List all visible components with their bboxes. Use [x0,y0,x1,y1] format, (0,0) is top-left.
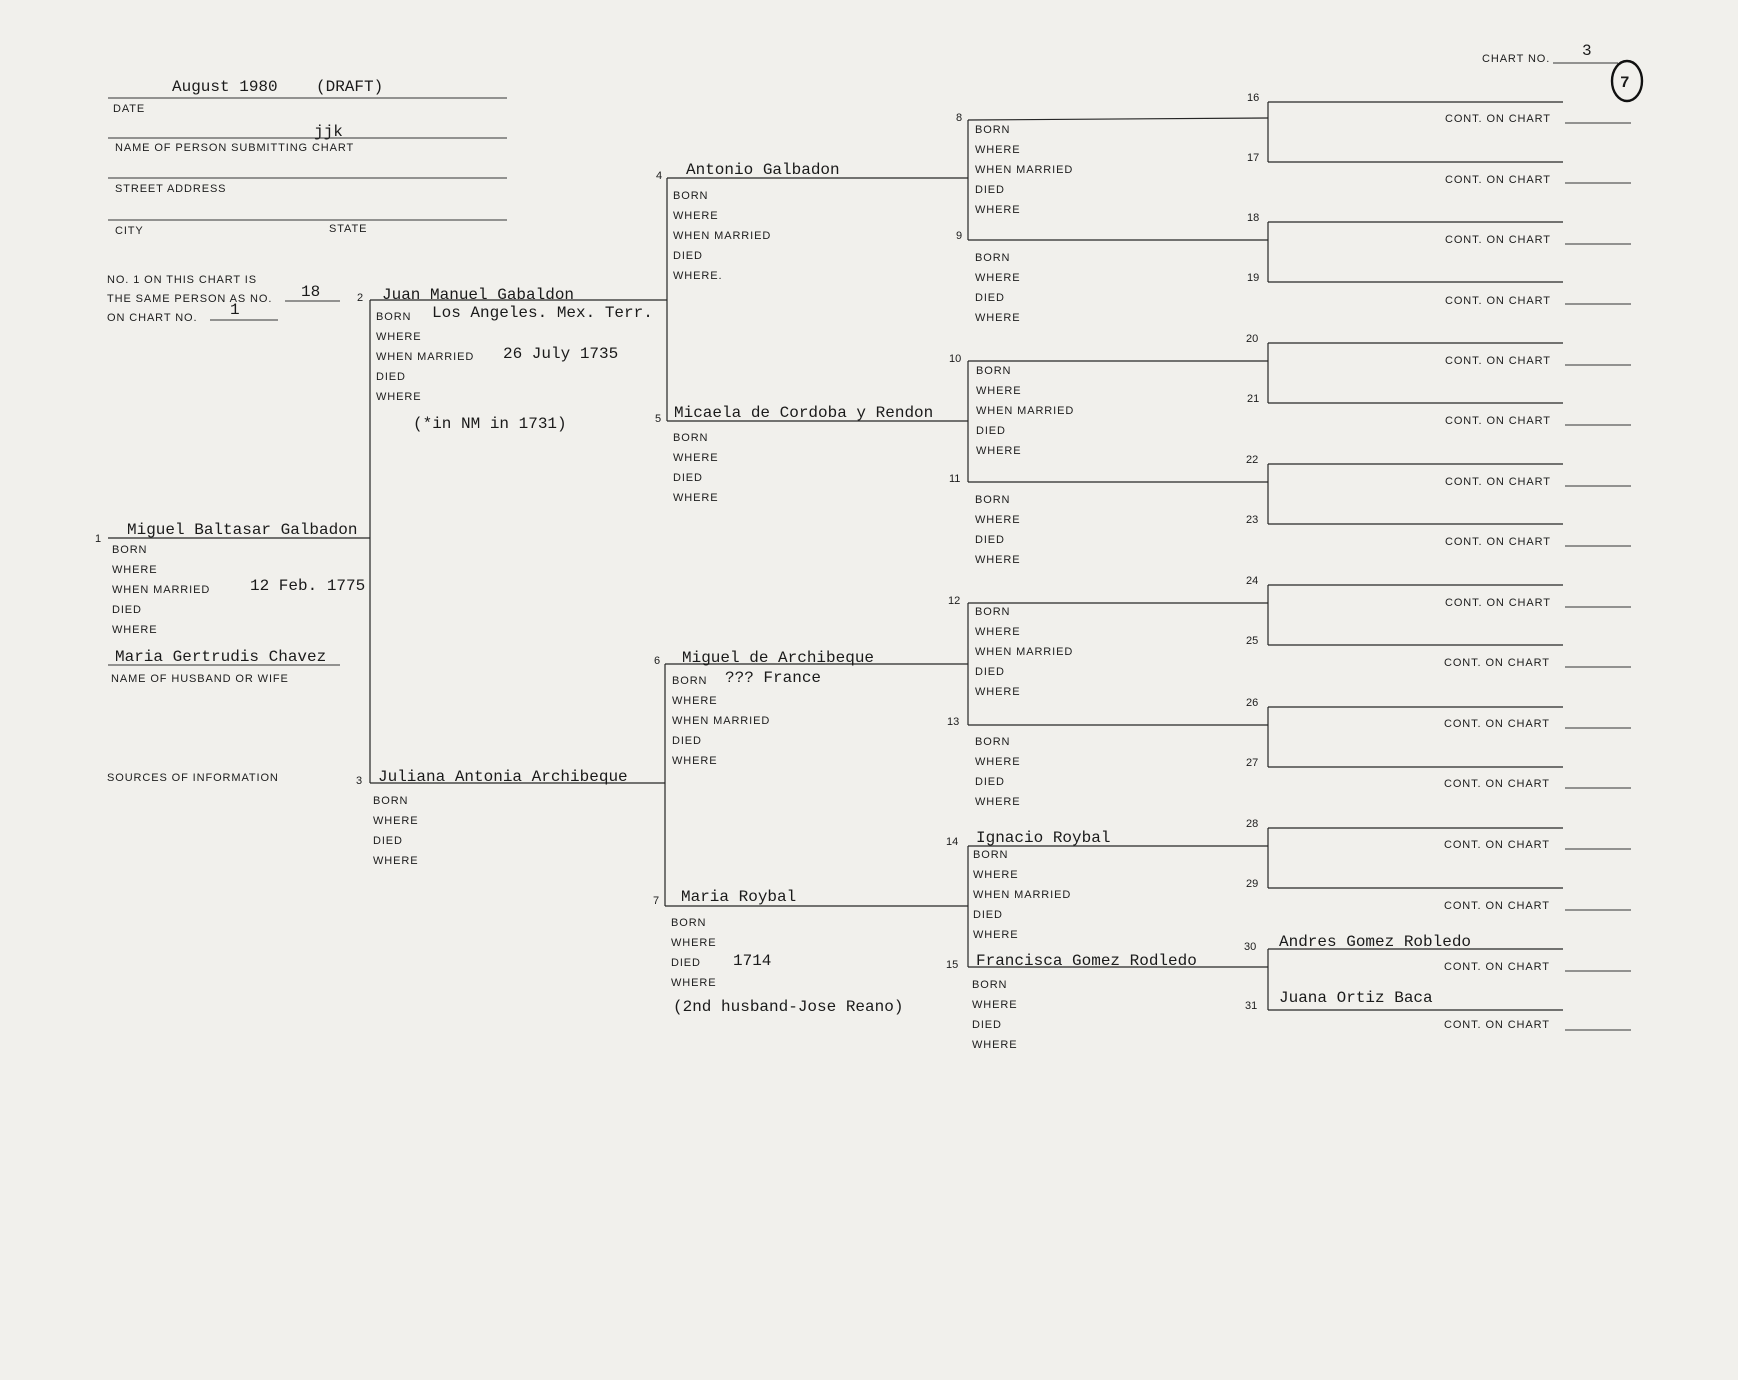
person-7-number: 7 [653,895,660,907]
person-2-married-label: WHEN MARRIED [376,351,475,363]
person-26-cont-label: CONT. ON CHART [1444,718,1550,730]
person-1-name: Miguel Baltasar Galbadon [127,521,358,539]
person-10-where-label: WHERE [976,385,1022,397]
same-person-line1: NO. 1 ON THIS CHART IS [107,274,257,286]
person-8-died-label: DIED [975,184,1005,196]
person-4-name: Antonio Galbadon [686,161,840,179]
person-1-married-value: 12 Feb. 1775 [250,577,366,595]
person-24-number: 24 [1246,575,1259,587]
person-14-died-label: DIED [973,909,1003,921]
person-5-where-label: WHERE [673,452,719,464]
person-4-where-label: WHERE [673,210,719,222]
person-13-where-label: WHERE [975,756,1021,768]
person-12-where2-label: WHERE [975,686,1021,698]
person-15-number: 15 [946,959,959,971]
person-2-where2-label: WHERE [376,391,422,403]
person-2-name: Juan Manuel Gabaldon [382,286,575,304]
person-14-where-label: WHERE [973,869,1019,881]
submitter-label: NAME OF PERSON SUBMITTING CHART [115,142,355,154]
person-9-number: 9 [956,230,963,242]
person-31-name: Juana Ortiz Baca [1279,989,1433,1007]
person-10-where2-label: WHERE [976,445,1022,457]
person-3-name: Juliana Antonia Archibeque [378,768,628,786]
person-5-name: Micaela de Cordoba y Rendon [674,404,934,422]
state-label: STATE [329,223,368,235]
street-label: STREET ADDRESS [115,183,227,195]
person-7-died-value: 1714 [733,952,772,970]
person-5-number: 5 [655,413,662,425]
person-5-where2-label: WHERE [673,492,719,504]
person-6-number: 6 [654,655,661,667]
person-13-died-label: DIED [975,776,1005,788]
person-25-number: 25 [1246,635,1259,647]
person-3-where2-label: WHERE [373,855,419,867]
person-2-number: 2 [357,292,364,304]
person-9-where2-label: WHERE [975,312,1021,324]
person-12-married-label: WHEN MARRIED [975,646,1074,658]
city-label: CITY [115,225,144,237]
person-14-born-label: BORN [973,849,1009,861]
person-15-name: Francisca Gomez Rodledo [976,952,1197,970]
person-3-where-label: WHERE [373,815,419,827]
same-person-line2: THE SAME PERSON AS NO. [107,293,273,305]
person-6-born-label: BORN [672,675,708,687]
person-7-born-label: BORN [671,917,707,929]
person-1-spouse-label: NAME OF HUSBAND OR WIFE [111,673,289,685]
person-2-died-label: DIED [376,371,406,383]
person-26-number: 26 [1246,697,1259,709]
person-15-where2-label: WHERE [972,1039,1018,1051]
person-18-cont-label: CONT. ON CHART [1445,234,1551,246]
person-30-number: 30 [1244,941,1257,953]
chart-no-label: CHART NO. [1482,53,1551,65]
person-8-number: 8 [956,112,963,124]
person-3-died-label: DIED [373,835,403,847]
person-30-name: Andres Gomez Robledo [1279,933,1472,951]
person-1-died-label: DIED [112,604,142,616]
person-1-married-label: WHEN MARRIED [112,584,211,596]
person-11-died-label: DIED [975,534,1005,546]
person-20-number: 20 [1246,333,1259,345]
person-8-where2-label: WHERE [975,204,1021,216]
person-12-born-label: BORN [975,606,1011,618]
person-2-note: (*in NM in 1731) [413,415,567,433]
person-13-born-label: BORN [975,736,1011,748]
person-3-born-label: BORN [373,795,409,807]
person-14-married-label: WHEN MARRIED [973,889,1072,901]
person-6-where2-label: WHERE [672,755,718,767]
person-7-where2-label: WHERE [671,977,717,989]
person-31-number: 31 [1245,1000,1258,1012]
chart-no-value: 3 [1582,42,1592,60]
person-17-cont-label: CONT. ON CHART [1445,174,1551,186]
person-2-where-label: WHERE [376,331,422,343]
on-chart-label: ON CHART NO. [107,312,198,324]
person-25-cont-label: CONT. ON CHART [1444,657,1550,669]
person-12-number: 12 [948,595,961,607]
person-5-born-label: BORN [673,432,709,444]
person-1-born-label: BORN [112,544,148,556]
person-10-married-label: WHEN MARRIED [976,405,1075,417]
person-11-born-label: BORN [975,494,1011,506]
person-18-number: 18 [1247,212,1260,224]
person-6-died-label: DIED [672,735,702,747]
person-4-where2-label: WHERE. [673,270,723,282]
person-23-cont-label: CONT. ON CHART [1445,536,1551,548]
person-13-number: 13 [947,716,960,728]
person-15-died-label: DIED [972,1019,1002,1031]
person-8-married-label: WHEN MARRIED [975,164,1074,176]
circled-mark-text: 7 [1620,74,1630,92]
person-7-name: Maria Roybal [681,888,797,906]
person-19-cont-label: CONT. ON CHART [1445,295,1551,307]
person-16-number: 16 [1247,92,1260,104]
person-29-cont-label: CONT. ON CHART [1444,900,1550,912]
person-4-married-label: WHEN MARRIED [673,230,772,242]
person-24-cont-label: CONT. ON CHART [1445,597,1551,609]
person-22-number: 22 [1246,454,1259,466]
person-17-number: 17 [1247,152,1260,164]
person-10-died-label: DIED [976,425,1006,437]
person-7-note: (2nd husband-Jose Reano) [673,998,904,1016]
person-6-married-label: WHEN MARRIED [672,715,771,727]
person-10-number: 10 [949,353,962,365]
person-4-number: 4 [656,170,663,182]
person-9-died-label: DIED [975,292,1005,304]
person-15-born-label: BORN [972,979,1008,991]
person-21-cont-label: CONT. ON CHART [1445,415,1551,427]
person-30-cont-label: CONT. ON CHART [1444,961,1550,973]
person-15-where-label: WHERE [972,999,1018,1011]
person-19-number: 19 [1247,272,1260,284]
person-16-cont-label: CONT. ON CHART [1445,113,1551,125]
sources-label: SOURCES OF INFORMATION [107,772,279,784]
date-label: DATE [113,103,146,115]
person-8-born-label: BORN [975,124,1011,136]
person-28-cont-label: CONT. ON CHART [1444,839,1550,851]
person-3-number: 3 [356,775,363,787]
person-31-cont-label: CONT. ON CHART [1444,1019,1550,1031]
person-27-cont-label: CONT. ON CHART [1444,778,1550,790]
person-21-number: 21 [1247,393,1260,405]
person-6-born-value: ??? France [725,669,822,687]
person-11-where-label: WHERE [975,514,1021,526]
person-1-where2-label: WHERE [112,624,158,636]
person-22-cont-label: CONT. ON CHART [1445,476,1551,488]
person-2-born-value: Los Angeles. Mex. Terr. [432,304,653,322]
person-28-number: 28 [1246,818,1259,830]
person-2-married-value: 26 July 1735 [503,345,619,363]
submitter-value: jjk [314,123,343,141]
person-4-died-label: DIED [673,250,703,262]
draft-note: (DRAFT) [316,78,384,96]
person-8-where-label: WHERE [975,144,1021,156]
person-14-where2-label: WHERE [973,929,1019,941]
person-12-died-label: DIED [975,666,1005,678]
person-1-spouse-value: Maria Gertrudis Chavez [115,648,327,666]
person-13-where2-label: WHERE [975,796,1021,808]
person-6-where-label: WHERE [672,695,718,707]
date-value: August 1980 [172,78,278,96]
person-11-number: 11 [949,473,961,485]
person-4-born-label: BORN [673,190,709,202]
person-20-cont-label: CONT. ON CHART [1445,355,1551,367]
person-11-where2-label: WHERE [975,554,1021,566]
person-6-name: Miguel de Archibeque [682,649,875,667]
person-12-where-label: WHERE [975,626,1021,638]
person-29-number: 29 [1246,878,1259,890]
person-2-born-label: BORN [376,311,412,323]
person-14-number: 14 [946,836,959,848]
person-23-number: 23 [1246,514,1259,526]
person-14-name: Ignacio Roybal [976,829,1111,847]
person-7-where-label: WHERE [671,937,717,949]
on-chart-no: 1 [230,301,240,319]
person-5-died-label: DIED [673,472,703,484]
person-10-born-label: BORN [976,365,1012,377]
person-27-number: 27 [1246,757,1259,769]
person-1-number: 1 [95,533,102,545]
same-person-no: 18 [301,283,321,301]
person-9-born-label: BORN [975,252,1011,264]
person-7-died-label: DIED [671,957,701,969]
person-9-where-label: WHERE [975,272,1021,284]
person-1-where-label: WHERE [112,564,158,576]
